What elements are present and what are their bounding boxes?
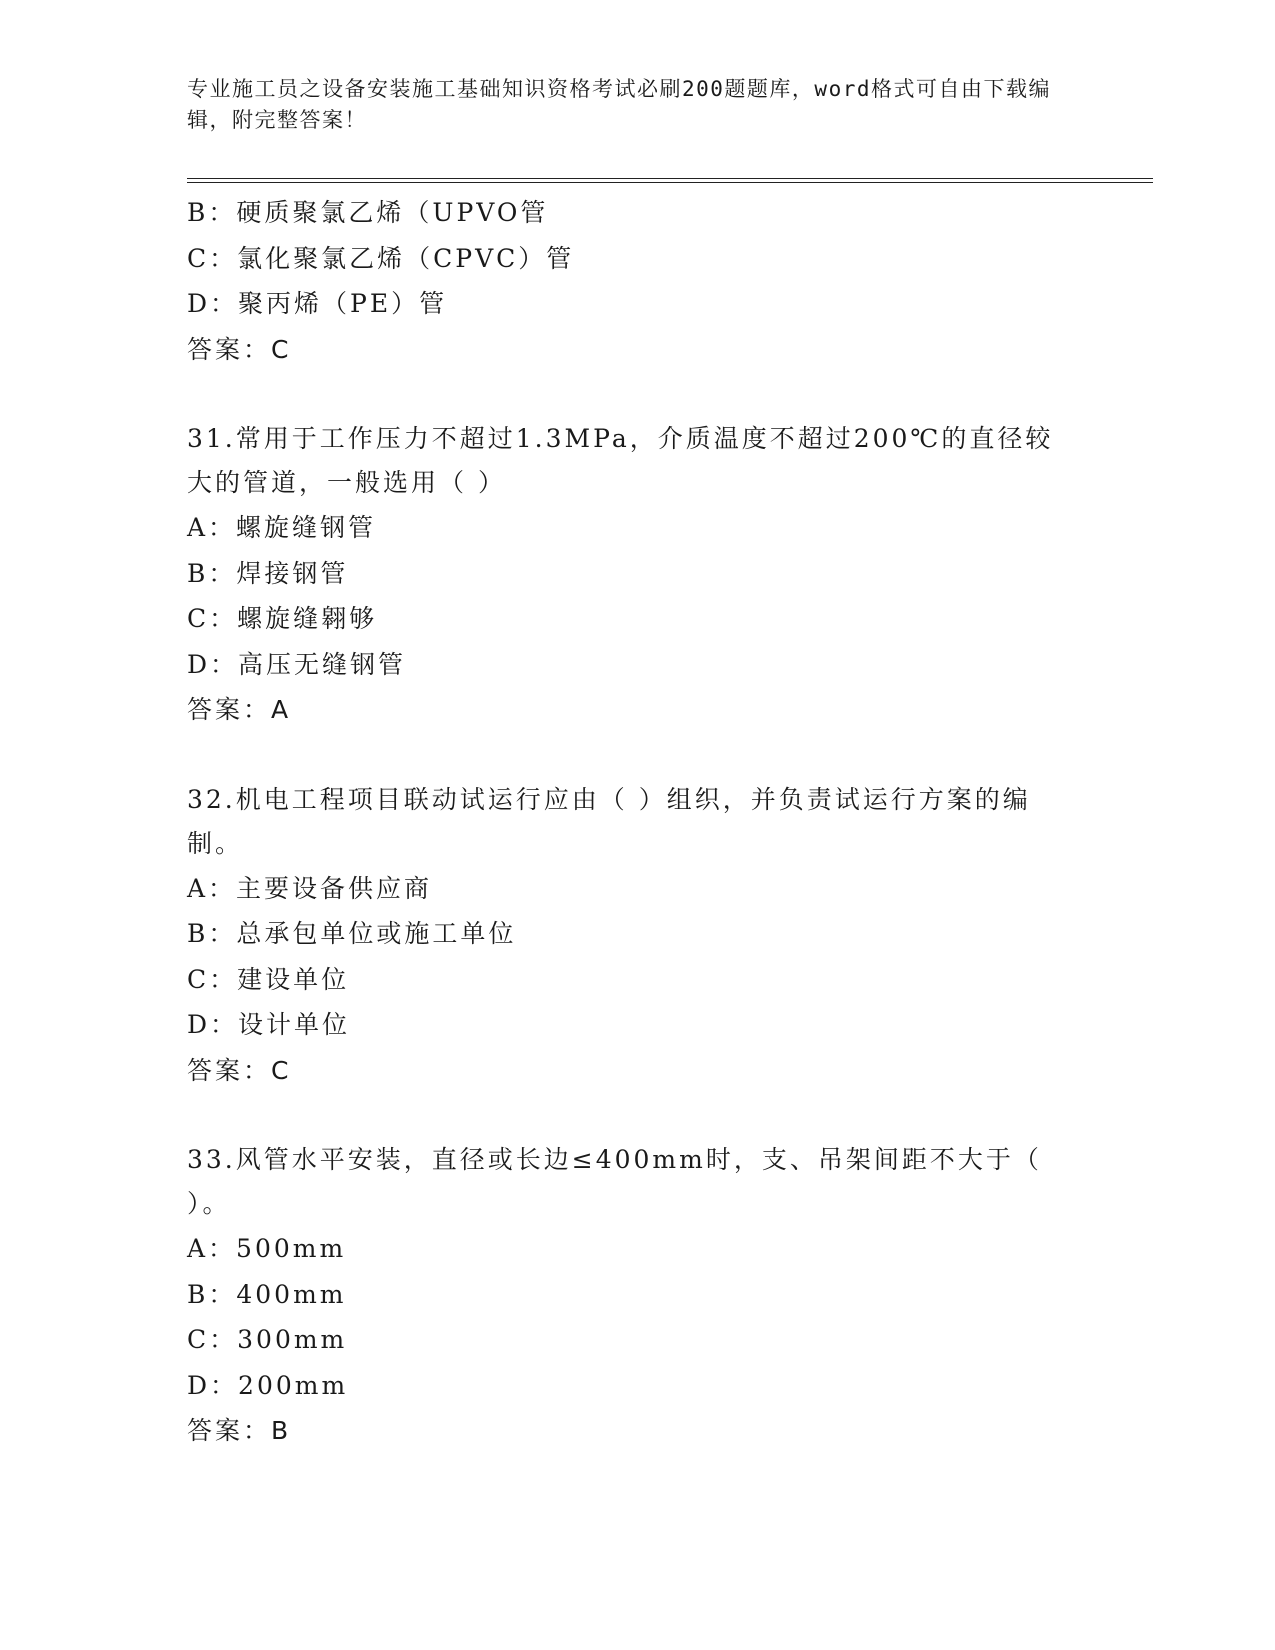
option-c: C：建设单位 [187, 964, 350, 994]
answer-value: C [271, 1055, 292, 1085]
answer-line [187, 1408, 1087, 1454]
answer-line [187, 687, 1087, 733]
option-d: D：设计单位 [187, 1010, 351, 1039]
question-list [187, 190, 1087, 1454]
option-b: B：400mm [187, 1279, 347, 1309]
option-d: D：高压无缝钢管 [187, 649, 407, 679]
option-b: B：硬质聚氯乙烯（UPVO管 [187, 198, 549, 227]
option-b: B：焊接钢管 [187, 558, 349, 588]
header-rule-top [187, 178, 1153, 179]
answer-line [187, 327, 1087, 373]
question-text: 33.风管水平安装，直径或长边≤400mm时，支、吊架间距不大于（ ）。 [187, 1145, 1042, 1218]
answer-value: B [271, 1416, 292, 1445]
option-b: B：总承包单位或施工单位 [187, 919, 517, 948]
answer-value: A [271, 695, 292, 724]
answer-label: 答案： [187, 334, 272, 364]
option-d: D：聚丙烯（PE）管 [187, 289, 448, 318]
question-text: 31.常用于工作压力不超过1.3MPa，介质温度不超过200℃的直径较大的管道，一般选用（ ） [187, 424, 1054, 497]
document-header: 专业施工员之设备安装施工基础知识资格考试必刷200题题库，word格式可自由下载编辑，附完整答案！ [187, 77, 1051, 132]
answer-value: C [271, 334, 292, 364]
option-c: C：氯化聚氯乙烯（CPVC）管 [187, 243, 575, 273]
option-a: A：螺旋缝钢管 [187, 513, 377, 542]
option-a: A：500mm [187, 1234, 347, 1263]
option-c: C：螺旋缝翱够 [187, 604, 378, 633]
answer-line [187, 1048, 1087, 1094]
prev-question-block [187, 190, 1087, 372]
question-31 [187, 417, 1087, 733]
question-text: 32.机电工程项目联动试运行应由（ ）组织，并负责试运行方案的编制。 [187, 784, 1031, 858]
question-32 [187, 778, 1087, 1094]
option-c: C：300mm [187, 1325, 348, 1354]
option-d: D：200mm [187, 1370, 349, 1400]
question-33 [187, 1138, 1087, 1454]
answer-label: 答案： [187, 1416, 272, 1445]
answer-label: 答案： [187, 695, 272, 724]
option-a: A：主要设备供应商 [187, 873, 433, 903]
header-rule-bottom [187, 182, 1153, 183]
answer-label: 答案： [187, 1055, 272, 1085]
